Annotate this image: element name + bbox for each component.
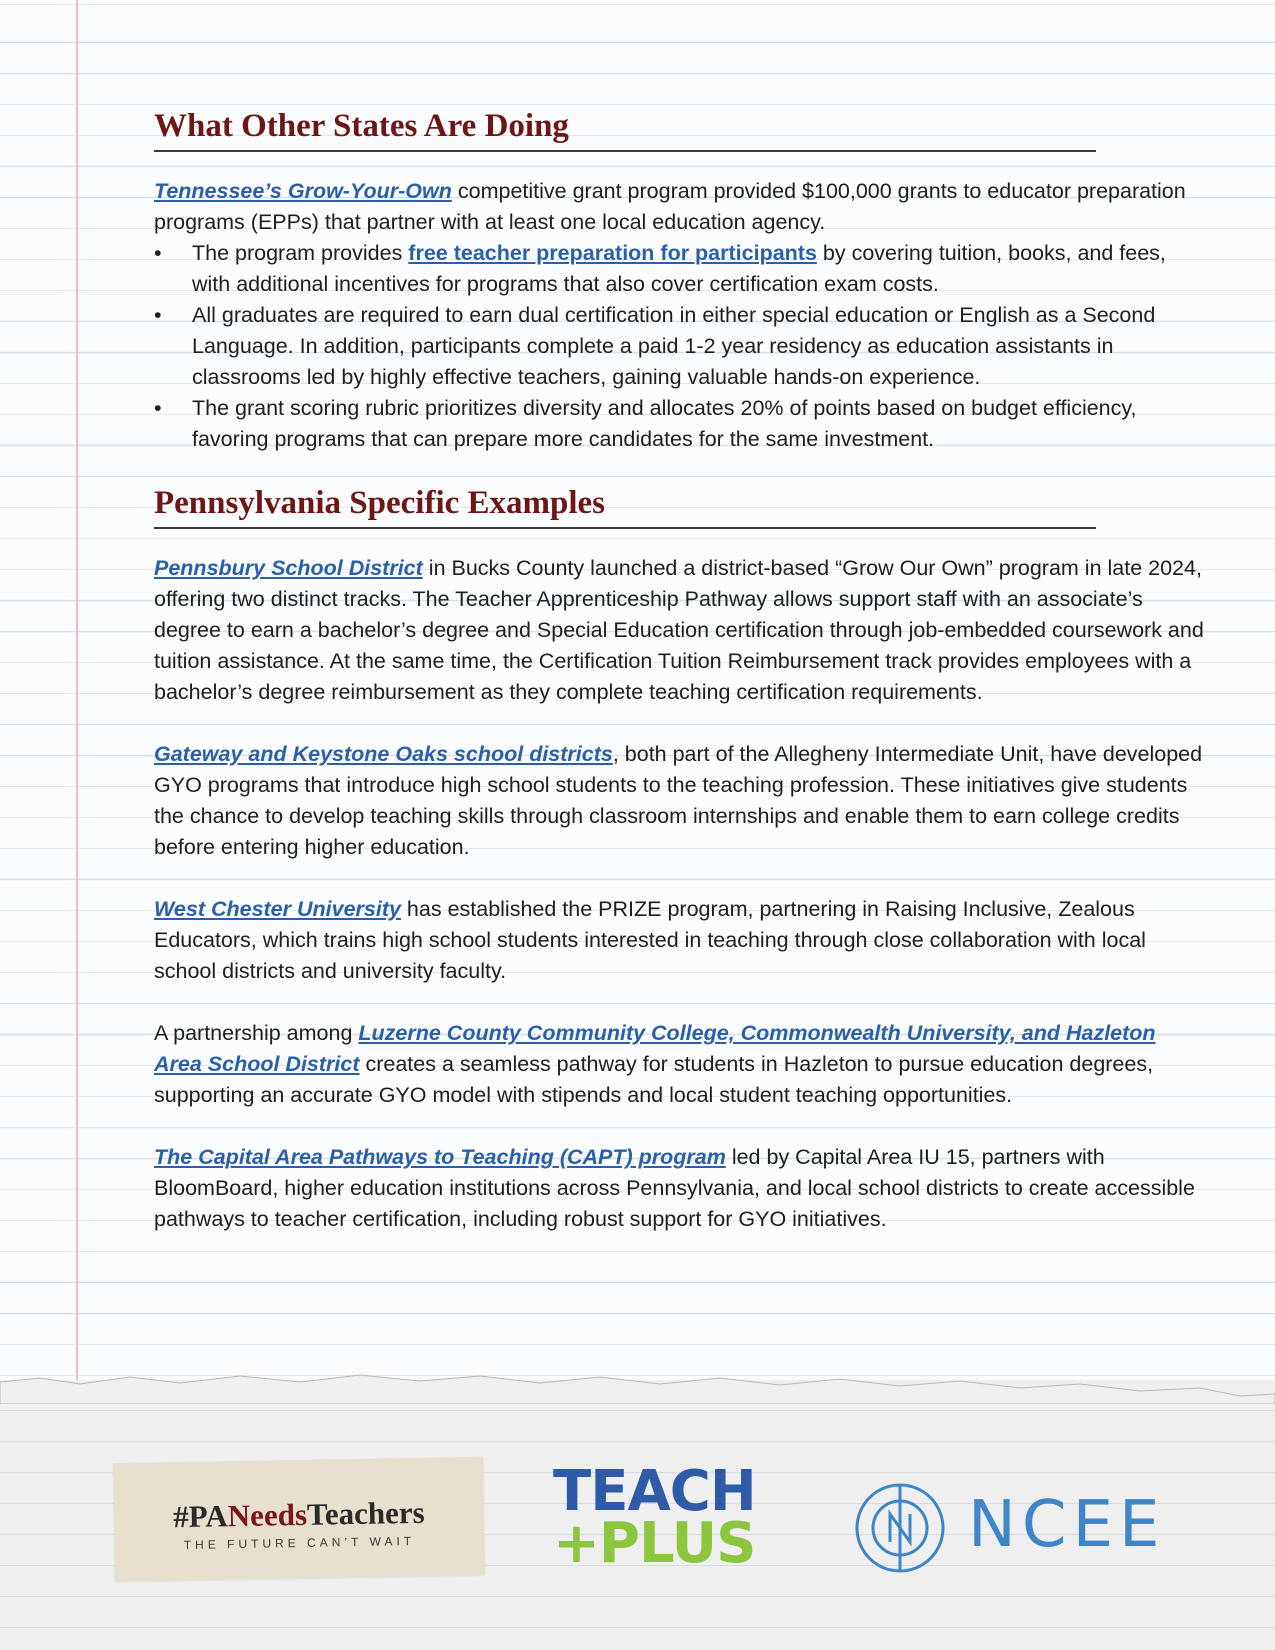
tagline-text: THE FUTURE CAN’T WAIT bbox=[183, 1533, 416, 1553]
ncee-circle-icon bbox=[852, 1480, 948, 1576]
pennsbury-paragraph: Pennsbury School District in Bucks County launched a district-based “Grow Our Own” program in late 2024, offering two distinct tracks. The Teacher Apprenticeship Pathway allows support staff with an associate’s degree to earn a bachelor’s degree and Special Education certification through job-embedded coursework and tuition assistance. At the same time, the Certification Tuition Reimbursement track provides employees with a bachelor’s degree reimbursement as they complete teaching certification requirements. bbox=[154, 556, 1204, 704]
list-item: • All graduates are required to earn dual certification in either special education or English as a Second Language. In addition, participants complete a paid 1-2 year residency as education assistants in classrooms led by highly effective teachers, gaining valuable hands-on experience. bbox=[154, 300, 1204, 393]
luzerne-partnership-link[interactable]: Luzerne County Community College, Commonwealth University, and Hazleton Area School District bbox=[154, 1021, 1156, 1076]
list-item: • The grant scoring rubric prioritizes diversity and allocates 20% of points based on budget efficiency, favoring programs that can prepare more candidates for the same investment. bbox=[154, 393, 1204, 455]
teach-logo-line1: TEACH bbox=[553, 1459, 756, 1524]
capt-program-link[interactable]: The Capital Area Pathways to Teaching (CAPT) program bbox=[154, 1145, 726, 1169]
teach-plus-logo bbox=[553, 1459, 803, 1576]
tennessee-gyo-link[interactable]: Tennessee’s Grow-Your-Own bbox=[154, 179, 452, 203]
gateway-keystone-link[interactable]: Gateway and Keystone Oaks school districts bbox=[154, 742, 613, 766]
gateway-paragraph: Gateway and Keystone Oaks school districts, both part of the Allegheny Intermediate Unit, have developed GYO programs that introduce high school students to the teaching profession. These initiatives give students the chance to develop teaching skills through classroom internships and enable them to earn college credits before entering higher education. bbox=[154, 742, 1203, 859]
teach-logo-line2: +PLUS bbox=[553, 1511, 756, 1576]
west-chester-paragraph: West Chester University has established the PRIZE program, partnering in Raising Inclusive, Zealous Educators, which trains high school students interested in teaching through close collaboration with local school districts and university faculty. bbox=[154, 897, 1146, 983]
pennsylvania-section bbox=[154, 485, 1204, 1235]
tennessee-bullet-list bbox=[154, 238, 1204, 455]
torn-edge-graphic bbox=[0, 1364, 1275, 1404]
list-item: • The program provides free teacher preparation for participants by covering tuition, books, and fees, with additional incentives for programs that also cover certification exam costs. bbox=[154, 238, 1204, 300]
hashtag-text: #PANeedsTeachers bbox=[172, 1494, 425, 1535]
capt-paragraph: The Capital Area Pathways to Teaching (CAPT) program led by Capital Area IU 15, partners with BloomBoard, higher education institutions across Pennsylvania, and local school districts to create accessible pathways to teacher certification, including robust support for GYO initiatives. bbox=[154, 1145, 1195, 1231]
luzerne-paragraph: A partnership among Luzerne County Community College, Commonwealth University, and Hazleton Area School District creates a seamless pathway for students in Hazleton to pursue education degrees, supporting an accurate GYO model with stipends and local student teaching opportunities. bbox=[154, 1021, 1156, 1107]
bullet-icon: • bbox=[154, 241, 162, 265]
bullet-icon: • bbox=[154, 303, 162, 327]
section-heading-other-states: What Other States Are Doing bbox=[154, 108, 1096, 152]
bullet-icon: • bbox=[154, 396, 162, 420]
notebook-margin-line bbox=[76, 0, 78, 1380]
ncee-logo-text: NCEE bbox=[968, 1488, 1166, 1562]
main-content bbox=[154, 108, 1204, 1235]
tennessee-paragraph-text: competitive grant program provided $100,000 grants to educator preparation programs (EPPs) that partner with at least one local education agency. bbox=[154, 179, 1186, 234]
section-heading-pennsylvania: Pennsylvania Specific Examples bbox=[154, 485, 1096, 529]
tennessee-paragraph bbox=[154, 176, 1204, 238]
west-chester-link[interactable]: West Chester University bbox=[154, 897, 401, 921]
pa-needs-teachers-logo bbox=[113, 1457, 485, 1581]
ncee-logo bbox=[852, 1480, 1182, 1576]
pennsbury-link[interactable]: Pennsbury School District bbox=[154, 556, 423, 580]
free-teacher-prep-link[interactable]: free teacher preparation for participants bbox=[408, 241, 817, 265]
